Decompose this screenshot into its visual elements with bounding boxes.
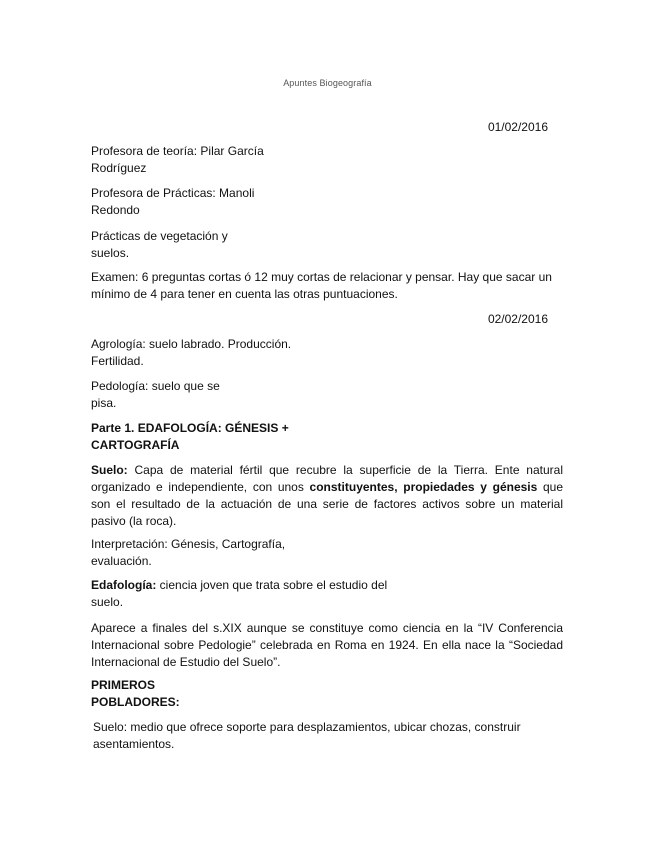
practice-topic-line-2: suelos.: [91, 246, 130, 260]
agrologia-line-2: Fertilidad.: [91, 354, 144, 368]
primeros-title-line-1: PRIMEROS: [91, 678, 156, 692]
agrologia-definition: [91, 336, 291, 370]
suelo-label: Suelo:: [91, 463, 128, 477]
suelo-definition: [91, 462, 563, 530]
interpretacion-line-2: evaluación.: [91, 554, 152, 568]
date-1: 01/02/2016: [487, 120, 548, 134]
agrologia-line-1: Agrología: suelo labrado. Producción.: [91, 337, 292, 351]
teacher-theory-line-2: Rodríguez: [91, 161, 147, 175]
edafologia-line-1: [91, 577, 387, 594]
teacher-practice: [91, 185, 254, 219]
part-1-title-line-1: Parte 1. EDAFOLOGÍA: GÉNESIS +: [91, 421, 289, 435]
pedologia-definition: [91, 378, 220, 412]
page-header: Apuntes Biogeografía: [283, 78, 372, 88]
teacher-theory-line-1: Profesora de teoría: Pilar García: [91, 144, 264, 158]
edafologia-text: ciencia joven que trata sobre el estudio del: [156, 578, 388, 592]
pedologia-line-2: pisa.: [91, 396, 117, 410]
exam-line-1: Examen: 6 preguntas cortas ó 12 muy cortas de relacionar y pensar. Hay que sacar un: [91, 270, 552, 284]
interpretacion-line-1: Interpretación: Génesis, Cartografía,: [91, 537, 286, 551]
edafologia-definition: [91, 577, 387, 611]
practice-topic-line-1: Prácticas de vegetación y: [91, 229, 228, 243]
primeros-title-line-2: POBLADORES:: [91, 695, 180, 709]
primeros-pobladores-title: [91, 677, 180, 711]
edafologia-label: Edafología:: [91, 578, 157, 592]
primeros-pobladores-text: [93, 719, 521, 753]
suelo-bold-terms: constituyentes, propiedades y génesis: [309, 480, 538, 494]
teacher-practice-line-1: Profesora de Prácticas: Manoli: [91, 186, 255, 200]
teacher-theory: [91, 143, 264, 177]
pedologia-line-1: Pedología: suelo que se: [91, 379, 220, 393]
exam-paragraph: [91, 269, 552, 303]
primeros-text-line-2: asentamientos.: [93, 737, 175, 751]
exam-line-2: mínimo de 4 para tener en cuenta las otras puntuaciones.: [91, 287, 398, 301]
history-paragraph: Aparece a finales del s.XIX aunque se constituye como ciencia en la “IV Conferencia Internacional sobre Pedologie” celebrada en Roma en 1924. En ella nace la “Sociedad Internacional de Estudio del Suelo”.: [91, 621, 563, 669]
part-1-title: [91, 420, 289, 454]
interpretacion: [91, 536, 285, 570]
practice-topic: [91, 228, 228, 262]
edafologia-line-2: suelo.: [91, 595, 124, 609]
date-2: 02/02/2016: [487, 312, 548, 326]
teacher-practice-line-2: Redondo: [91, 203, 140, 217]
primeros-text-line-1: Suelo: medio que ofrece soporte para desplazamientos, ubicar chozas, construir: [93, 720, 521, 734]
part-1-title-line-2: CARTOGRAFÍA: [91, 438, 180, 452]
suelo-text-after: que son el resultado de la actuación de una serie de factores activos sobre un material pasivo (la roca).: [91, 480, 564, 528]
suelo-text-before: Capa de material fértil que recubre la superficie de la Tierra. Ente natural organizado e independiente, con unos: [91, 463, 563, 494]
